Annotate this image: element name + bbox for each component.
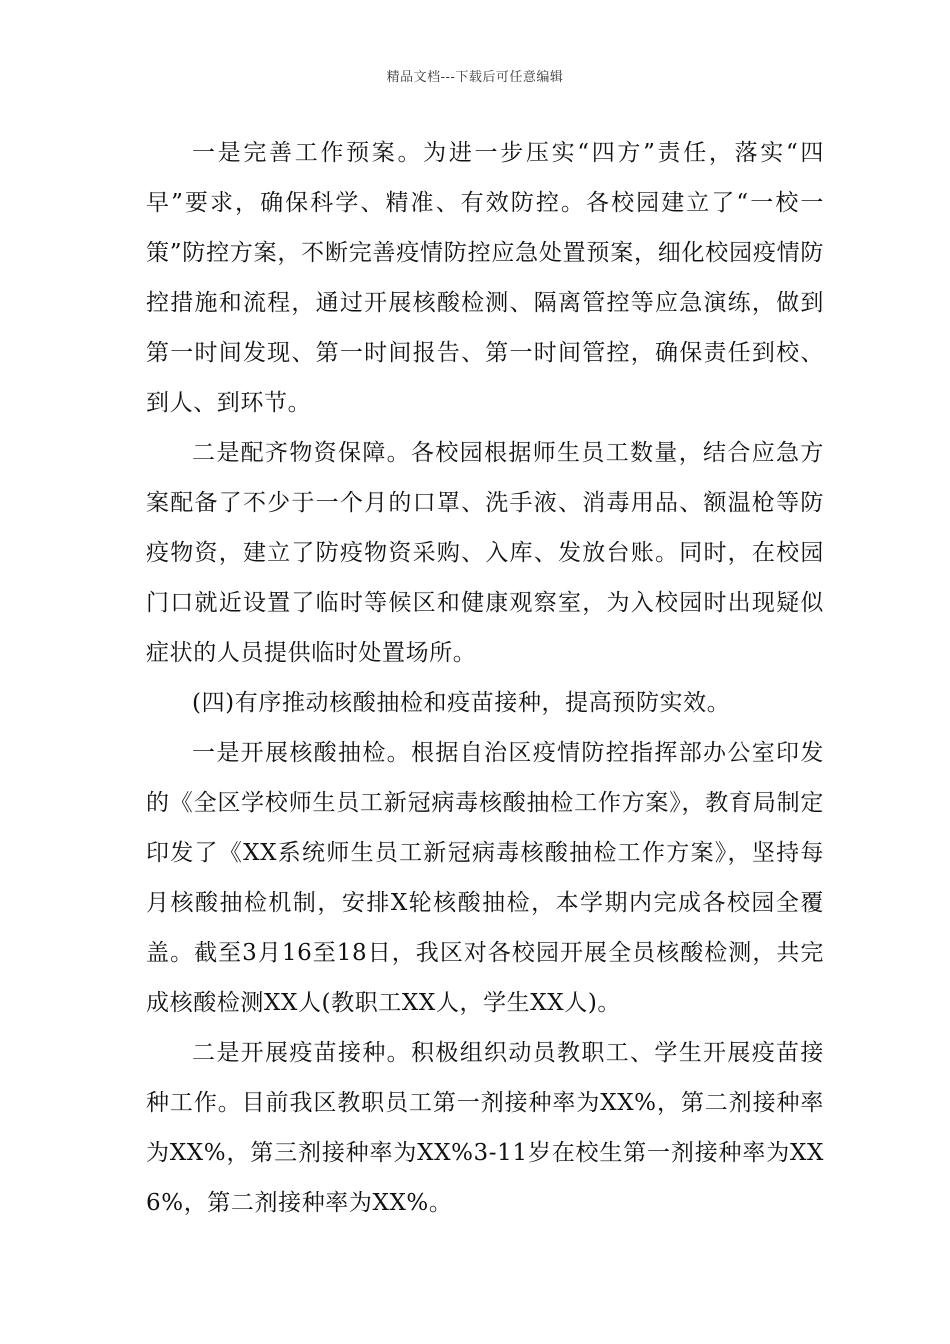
section-heading-testing-vaccination: (四)有序推动核酸抽检和疫苗接种，提高预防实效。 xyxy=(192,690,731,716)
paragraph-work-plan: 一是完善工作预案。为进一步压实“四方”责任，落实“四早”要求，确保科学、精准、有效防控。各校园建立了“一校一策”防控方案，不断完善疫情防控应急处置预案，细化校园疫情防控措施和流程，通过开展核酸检测、隔离管控等应急演练，做到第一时间发现、第一时间报告、第一时间管控，确保责任到校、到人、到环节。 xyxy=(146,140,824,416)
paragraph-vaccination: 二是开展疫苗接种。积极组织动员教职工、学生开展疫苗接种工作。目前我区教职员工第一剂接种率为XX%，第二剂接种率为XX%，第三剂接种率为XX%3-11岁在校生第一剂接种率为XX6%，第二剂接种率为XX%。 xyxy=(146,1040,824,1216)
paragraph-supplies: 二是配齐物资保障。各校园根据师生员工数量，结合应急方案配备了不少于一个月的口罩、洗手液、消毒用品、额温枪等防疫物资，建立了防疫物资采购、入库、发放台账。同时，在校园门口就近设置了临时等候区和健康观察室，为入校园时出现疑似症状的人员提供临时处置场所。 xyxy=(146,440,824,666)
page-header: 精品文档---下载后可任意编辑 xyxy=(386,70,564,85)
paragraph-nucleic-acid-testing: 一是开展核酸抽检。根据自治区疫情防控指挥部办公室印发的《全区学校师生员工新冠病毒核酸抽检工作方案》，教育局制定印发了《XX系统师生员工新冠病毒核酸抽检工作方案》，坚持每月核酸抽检机制，安排X轮核酸抽检，本学期内完成各校园全覆盖。截至3月16至18日，我区对各校园开展全员核酸检测，共完成核酸检测XX人(教职工XX人，学生XX人)。 xyxy=(146,740,824,1016)
document-body xyxy=(146,128,824,1228)
